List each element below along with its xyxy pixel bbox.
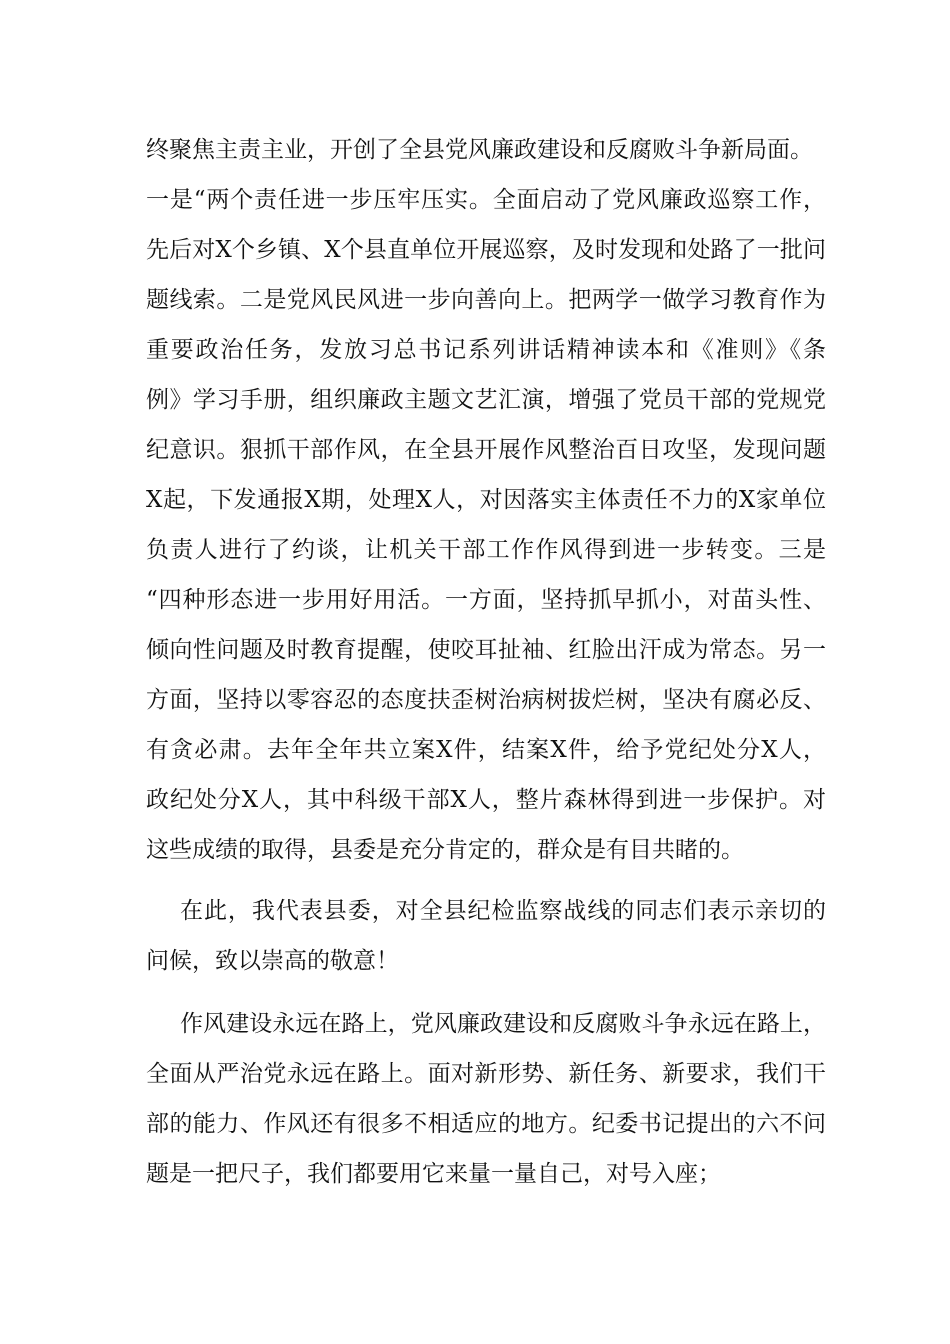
paragraph-3-line-1: 作风建设永远在路上，党风廉政建设和反腐败斗争永远在路上， [180, 1011, 826, 1037]
paragraph-1-line-6: 例》学习手册，组织廉政主题文艺汇演，增强了党员干部的党规党 [146, 387, 826, 413]
paragraph-1-line-3: 先后对X个乡镇、X个县直单位开展巡察，及时发现和处路了一批问 [146, 237, 826, 263]
paragraph-1-line-5: 重要政治任务，发放习总书记系列讲话精神读本和《准则》《条 [146, 337, 826, 363]
paragraph-1-line-14: 政纪处分X人，其中科级干部X人，整片森林得到进一步保护。对 [146, 787, 826, 813]
paragraph-1-line-15: 这些成绩的取得，县委是充分肯定的，群众是有目共睹的。 [146, 837, 744, 863]
paragraph-2-line-2: 问候，致以崇高的敬意！ [146, 948, 399, 974]
paragraph-1-line-12: 方面，坚持以零容忍的态度扶歪树治病树拔烂树，坚决有腐必反、 [146, 687, 826, 713]
paragraph-1-line-1: 终聚焦主责主业，开创了全县党风廉政建设和反腐败斗争新局面。 [146, 137, 813, 163]
paragraph-1-line-11: 倾向性问题及时教育提醒，使咬耳扯袖、红脸出汗成为常态。另一 [146, 637, 826, 663]
paragraph-1-line-4: 题线索。二是党风民风进一步向善向上。把两学一做学习教育作为 [146, 287, 826, 313]
paragraph-1-line-7: 纪意识。狠抓干部作风，在全县开展作风整治百日攻坚，发现问题 [146, 437, 826, 463]
paragraph-3-line-3: 部的能力、作风还有很多不相适应的地方。纪委书记提出的六不问 [146, 1111, 826, 1137]
paragraph-1-line-2: 一是“两个责任进一步压牢压实。全面启动了党风廉政巡察工作， [146, 187, 826, 213]
paragraph-2-line-1: 在此，我代表县委，对全县纪检监察战线的同志们表示亲切的 [180, 898, 826, 924]
paragraph-1-line-8: X起，下发通报X期，处理X人，对因落实主体责任不力的X家单位 [146, 487, 826, 513]
paragraph-3-line-2: 全面从严治党永远在路上。面对新形势、新任务、新要求，我们干 [146, 1061, 826, 1087]
paragraph-1-line-10: “四种形态进一步用好用活。一方面，坚持抓早抓小，对苗头性、 [146, 587, 826, 613]
paragraph-3-line-4: 题是一把尺子，我们都要用它来量一量自己，对号入座； [146, 1161, 721, 1187]
paragraph-1-line-9: 负责人进行了约谈，让机关干部工作作风得到进一步转变。三是 [146, 537, 826, 563]
paragraph-1-line-13: 有贪必肃。去年全年共立案X件，结案X件，给予党纪处分X人， [146, 737, 826, 763]
